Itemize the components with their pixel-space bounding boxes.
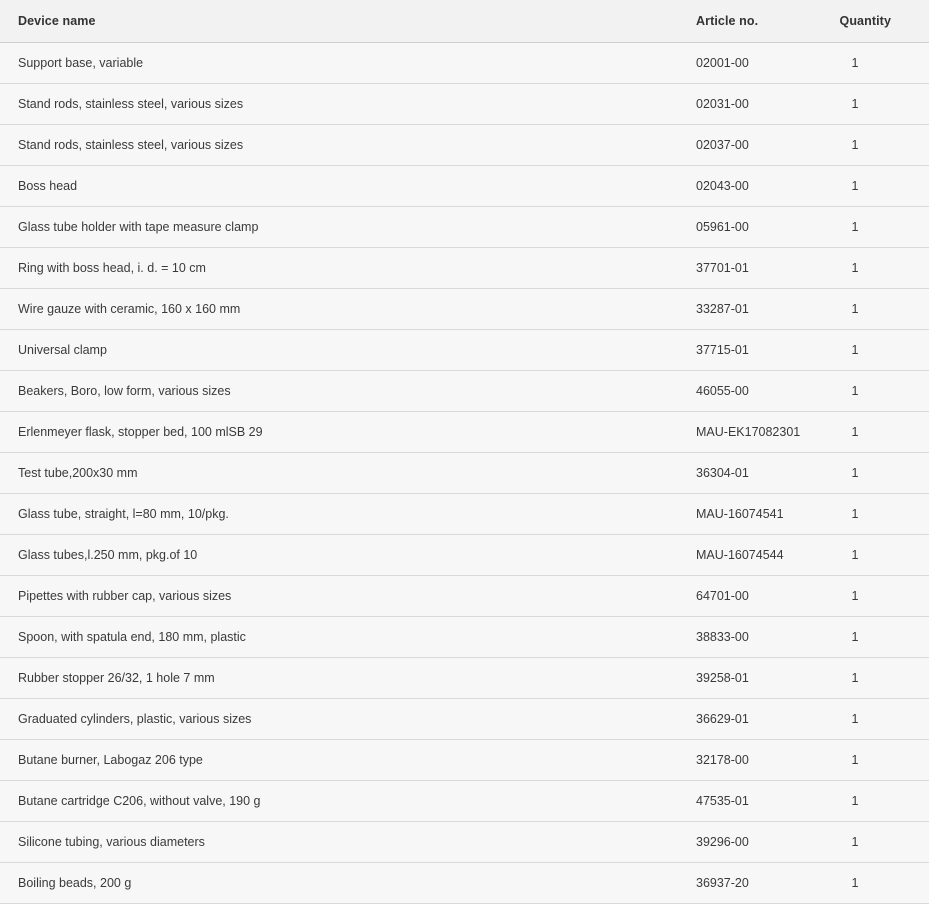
cell-quantity: 1 [835, 617, 929, 658]
cell-quantity: 1 [835, 207, 929, 248]
table-header [0, 0, 929, 43]
cell-article-no: 02037-00 [690, 125, 835, 166]
cell-quantity: 1 [835, 125, 929, 166]
cell-device-name: Universal clamp [0, 330, 690, 371]
column-header-device-name: Device name [0, 0, 690, 43]
table-row [0, 289, 929, 330]
table-row [0, 863, 929, 904]
cell-device-name: Glass tube holder with tape measure clamp [0, 207, 690, 248]
cell-device-name: Wire gauze with ceramic, 160 x 160 mm [0, 289, 690, 330]
cell-article-no: MAU-EK17082301 [690, 412, 835, 453]
cell-article-no: MAU-16074544 [690, 535, 835, 576]
table-row [0, 658, 929, 699]
cell-article-no: 39296-00 [690, 822, 835, 863]
cell-quantity: 1 [835, 535, 929, 576]
table-row [0, 248, 929, 289]
cell-device-name: Stand rods, stainless steel, various sizes [0, 125, 690, 166]
cell-quantity: 1 [835, 576, 929, 617]
cell-device-name: Erlenmeyer flask, stopper bed, 100 mlSB 29 [0, 412, 690, 453]
table-row [0, 822, 929, 863]
cell-device-name: Boiling beads, 200 g [0, 863, 690, 904]
cell-quantity: 1 [835, 371, 929, 412]
cell-quantity: 1 [835, 412, 929, 453]
cell-quantity: 1 [835, 822, 929, 863]
cell-article-no: MAU-16074541 [690, 494, 835, 535]
cell-device-name: Silicone tubing, various diameters [0, 822, 690, 863]
table-row [0, 576, 929, 617]
cell-article-no: 36629-01 [690, 699, 835, 740]
cell-quantity: 1 [835, 166, 929, 207]
cell-quantity: 1 [835, 781, 929, 822]
table-row [0, 166, 929, 207]
cell-article-no: 39258-01 [690, 658, 835, 699]
table-row [0, 207, 929, 248]
cell-device-name: Test tube,200x30 mm [0, 453, 690, 494]
table-row [0, 43, 929, 84]
table-row [0, 617, 929, 658]
cell-device-name: Rubber stopper 26/32, 1 hole 7 mm [0, 658, 690, 699]
cell-article-no: 05961-00 [690, 207, 835, 248]
column-header-quantity: Quantity [835, 0, 929, 43]
cell-article-no: 33287-01 [690, 289, 835, 330]
table-row [0, 699, 929, 740]
cell-article-no: 64701-00 [690, 576, 835, 617]
table-body [0, 43, 929, 904]
cell-quantity: 1 [835, 453, 929, 494]
cell-device-name: Graduated cylinders, plastic, various sizes [0, 699, 690, 740]
table-row [0, 330, 929, 371]
cell-article-no: 37715-01 [690, 330, 835, 371]
table-row [0, 740, 929, 781]
cell-quantity: 1 [835, 248, 929, 289]
cell-device-name: Beakers, Boro, low form, various sizes [0, 371, 690, 412]
table-row [0, 125, 929, 166]
table-row [0, 535, 929, 576]
cell-article-no: 38833-00 [690, 617, 835, 658]
table-row [0, 84, 929, 125]
cell-device-name: Boss head [0, 166, 690, 207]
cell-quantity: 1 [835, 330, 929, 371]
cell-quantity: 1 [835, 699, 929, 740]
cell-quantity: 1 [835, 43, 929, 84]
cell-article-no: 02001-00 [690, 43, 835, 84]
cell-quantity: 1 [835, 740, 929, 781]
cell-article-no: 02031-00 [690, 84, 835, 125]
cell-quantity: 1 [835, 289, 929, 330]
table-row [0, 781, 929, 822]
cell-quantity: 1 [835, 84, 929, 125]
cell-device-name: Pipettes with rubber cap, various sizes [0, 576, 690, 617]
cell-device-name: Glass tubes,l.250 mm, pkg.of 10 [0, 535, 690, 576]
cell-article-no: 37701-01 [690, 248, 835, 289]
cell-device-name: Ring with boss head, i. d. = 10 cm [0, 248, 690, 289]
cell-article-no: 46055-00 [690, 371, 835, 412]
cell-device-name: Butane burner, Labogaz 206 type [0, 740, 690, 781]
cell-article-no: 36304-01 [690, 453, 835, 494]
table-row [0, 412, 929, 453]
table-row [0, 453, 929, 494]
cell-quantity: 1 [835, 658, 929, 699]
cell-device-name: Glass tube, straight, l=80 mm, 10/pkg. [0, 494, 690, 535]
column-header-article-no: Article no. [690, 0, 835, 43]
cell-article-no: 36937-20 [690, 863, 835, 904]
table-row [0, 494, 929, 535]
cell-device-name: Stand rods, stainless steel, various sizes [0, 84, 690, 125]
cell-quantity: 1 [835, 863, 929, 904]
cell-device-name: Butane cartridge C206, without valve, 190 g [0, 781, 690, 822]
cell-article-no: 32178-00 [690, 740, 835, 781]
cell-device-name: Support base, variable [0, 43, 690, 84]
table-header-row [0, 0, 929, 43]
cell-device-name: Spoon, with spatula end, 180 mm, plastic [0, 617, 690, 658]
cell-quantity: 1 [835, 494, 929, 535]
table-row [0, 371, 929, 412]
cell-article-no: 47535-01 [690, 781, 835, 822]
cell-article-no: 02043-00 [690, 166, 835, 207]
